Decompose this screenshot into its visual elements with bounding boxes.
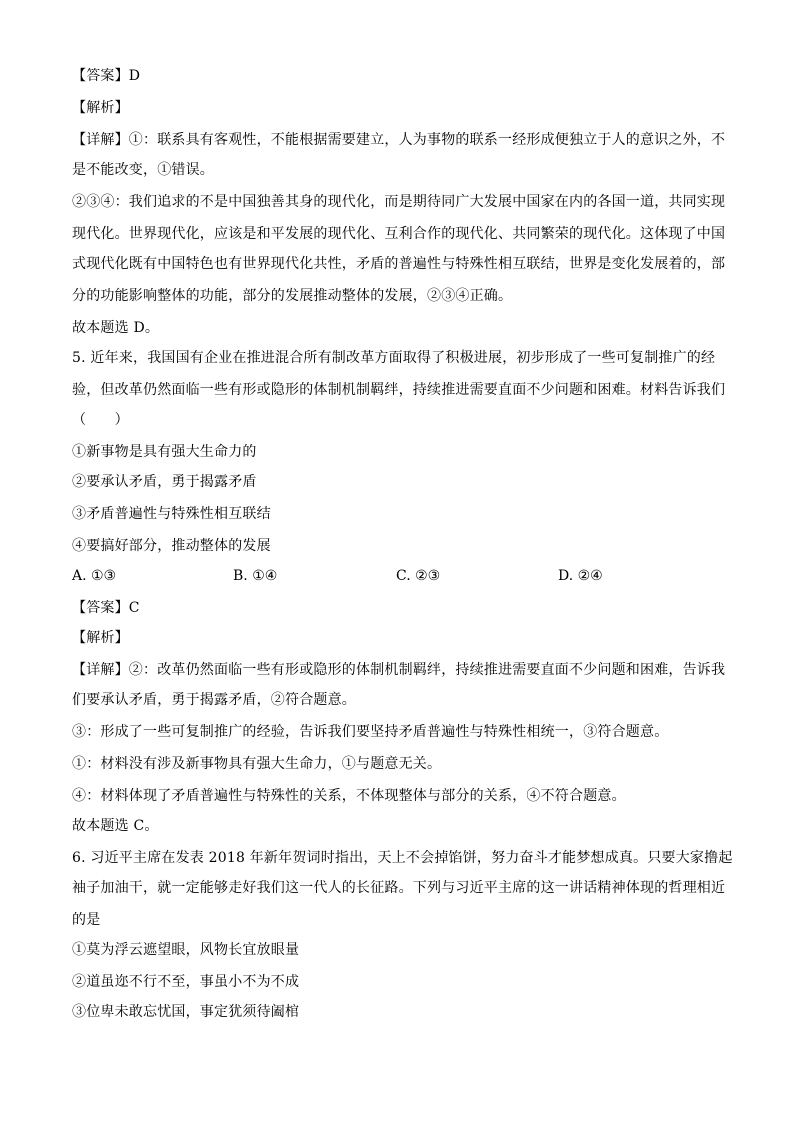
answer-label: 【答案】D xyxy=(72,68,141,84)
conclusion-line: 故本题选 C。 xyxy=(72,818,159,834)
detail-paragraph-line: ①：材料没有涉及新事物具有强大生命力，①与题意无关。 xyxy=(72,756,442,772)
detail-paragraph-line: 是不能改变，①错误。 xyxy=(72,162,214,178)
question-6-stem: 袖子加油干，就一定能够走好我们这一代人的长征路。下列与习近平主席的这一讲话精神体现的哲理相近 xyxy=(72,880,726,896)
detail-paragraph-line: 【详解】②：改革仍然面临一些有形或隐形的体制机制羁绊，持续推进需要直面不少问题和困难，告诉我 xyxy=(72,662,726,678)
detail-paragraph-line: 们要承认矛盾，勇于揭露矛盾，②符合题意。 xyxy=(72,692,356,708)
detail-paragraph-line: 现代化。世界现代化，应该是和平发展的现代化、互利合作的现代化、共同繁荣的现代化。这体现了中国 xyxy=(72,226,726,242)
question-5-stem: 5. 近年来，我国国有企业在推进混合所有制改革方面取得了积极进展，初步形成了一些可复制推广的经 xyxy=(72,350,716,366)
question-5-blank: （ ） xyxy=(72,412,129,428)
detail-paragraph-line: ②③④：我们追求的不是中国独善其身的现代化，而是期待同广大发展中国家在内的各国一道，共同实现 xyxy=(72,194,726,210)
analysis-label: 【解析】 xyxy=(72,630,129,646)
option-b: B. ①④ xyxy=(233,568,278,584)
question-5-statement: ④要搞好部分，推动整体的发展 xyxy=(72,538,271,554)
detail-paragraph-line: ③：形成了一些可复制推广的经验，告诉我们要坚持矛盾普遍性与特殊性相统一，③符合题意。 xyxy=(72,724,669,740)
detail-paragraph-line: 分的功能影响整体的功能，部分的发展推动整体的发展，②③④正确。 xyxy=(72,288,513,304)
detail-paragraph-line: 式现代化既有中国特色也有世界现代化共性，矛盾的普遍性与特殊性相互联结，世界是变化发展着的，部 xyxy=(72,256,726,272)
option-d: D. ②④ xyxy=(558,568,603,584)
question-5-statement: ②要承认矛盾，勇于揭露矛盾 xyxy=(72,474,257,490)
question-5-statement: ③矛盾普遍性与特殊性相互联结 xyxy=(72,506,271,522)
conclusion-line: 故本题选 D。 xyxy=(72,320,160,336)
option-a: A. ①③ xyxy=(72,568,117,584)
question-6-statement: ①莫为浮云遮望眼，风物长宜放眼量 xyxy=(72,942,300,958)
question-6-statement: ②道虽迩不行不至，事虽小不为不成 xyxy=(72,974,300,990)
question-5-stem: 验，但改革仍然面临一些有形或隐形的体制机制羁绊，持续推进需要直面不少问题和困难。材料告诉我们 xyxy=(72,382,726,398)
detail-paragraph-line: 【详解】①：联系具有客观性，不能根据需要建立，人为事物的联系一经形成便独立于人的意识之外，不 xyxy=(72,132,726,148)
question-6-stem: 6. 习近平主席在发表 2018 年新年贺词时指出，天上不会掉馅饼，努力奋斗才能梦想成真。只要大家撸起 xyxy=(72,850,733,866)
detail-paragraph-line: ④：材料体现了矛盾普遍性与特殊性的关系，不体现整体与部分的关系，④不符合题意。 xyxy=(72,788,626,804)
analysis-label: 【解析】 xyxy=(72,100,129,116)
answer-label: 【答案】C xyxy=(72,600,140,616)
question-6-statement: ③位卑未敢忘忧国，事定犹须待阖棺 xyxy=(72,1004,300,1020)
question-6-stem: 的是 xyxy=(72,912,101,928)
question-5-statement: ①新事物是具有强大生命力的 xyxy=(72,444,257,460)
option-c: C. ②③ xyxy=(396,568,441,584)
